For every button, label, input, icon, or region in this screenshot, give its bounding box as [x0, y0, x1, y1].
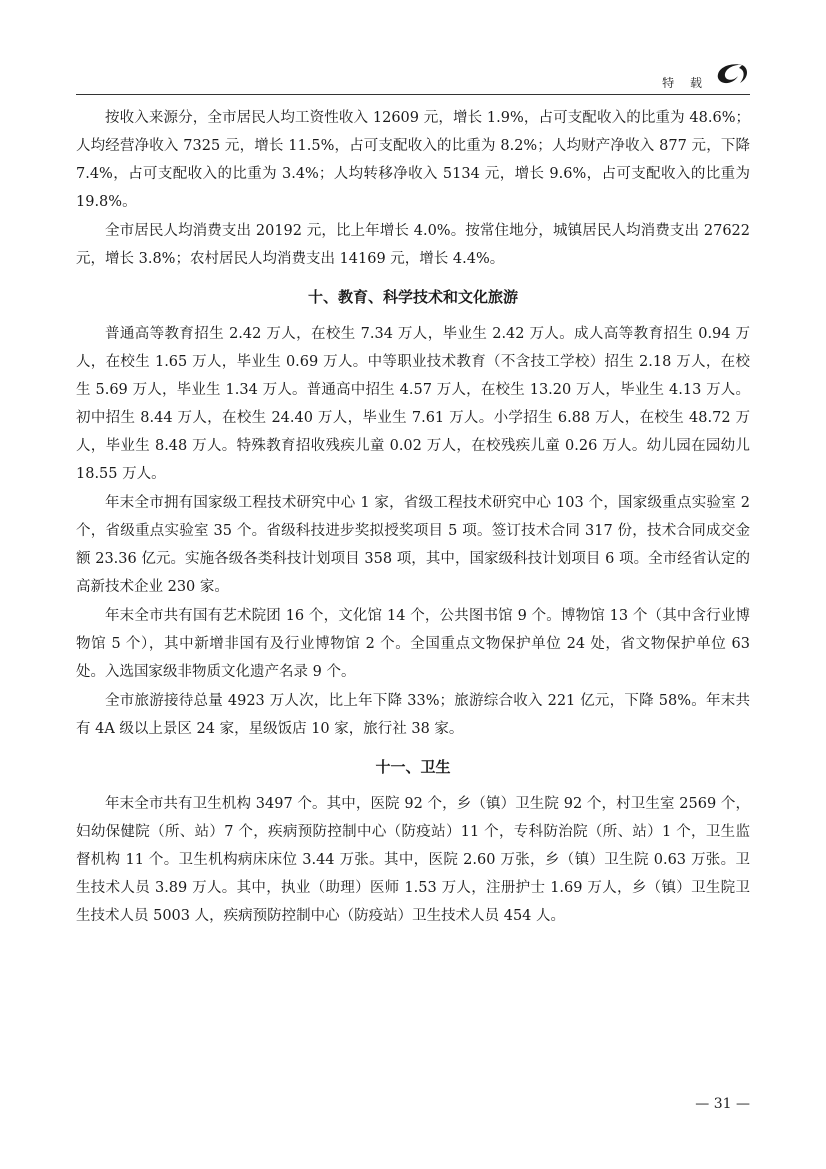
section-heading: 十一、卫生 — [375, 758, 451, 776]
section-education-science-culture — [76, 283, 750, 743]
page-number: — 31 — — [695, 1096, 750, 1112]
paragraph: 年末全市共有卫生机构 3497 个。其中，医院 92 个，乡（镇）卫生院 92 个，村卫生室 2569 个，妇幼保健院（所、站）7 个，疾病预防控制中心（防疫站）11 个，专科防治院（所、站）1 个，卫生监督机构 11 个。卫生机构病床床位 3.44 万张。其中，医院 2.60 万张，乡（镇）卫生院 0.63 万张。卫生技术人员 3.89 万人。其中，执业（助理）医师 1.53 万人，注册护士 1.69 万人，乡（镇）卫生院卫生技术人员 5003 人，疾病预防控制中心（防疫站）卫生技术人员 454 人。 — [76, 796, 750, 924]
swirl-logo-icon — [712, 60, 750, 88]
header-rule — [76, 94, 750, 95]
paragraph: 年末全市共有国有艺术院团 16 个，文化馆 14 个，公共图书馆 9 个。博物馆 13 个（其中含行业博物馆 5 个），其中新增非国有及行业博物馆 2 个。全国重点文物保护单位 24 处，省文物保护单位 63 处。入选国家级非物质文化遗产名录 9 个。 — [76, 608, 750, 680]
section-heading: 十、教育、科学技术和文化旅游 — [307, 288, 518, 306]
section-health — [76, 753, 750, 930]
paragraph: 年末全市拥有国家级工程技术研究中心 1 家，省级工程技术研究中心 103 个，国家级重点实验室 2 个，省级重点实验室 35 个。省级科技进步奖拟授奖项目 5 项。签订技术合同 317 份，技术合同成交金额 23.36 亿元。实施各级各类科技计划项目 358 项，其中，国家级科技计划项目 6 项。全市经省认定的高新技术企业 230 家。 — [76, 495, 750, 595]
paragraph: 普通高等教育招生 2.42 万人，在校生 7.34 万人，毕业生 2.42 万人。成人高等教育招生 0.94 万人，在校生 1.65 万人，毕业生 0.69 万人。中等职业技术教育（不含技工学校）招生 2.18 万人，在校生 5.69 万人，毕业生 1.34 万人。普通高中招生 4.57 万人，在校生 13.20 万人，毕业生 4.13 万人。初中招生 8.44 万人，在校生 24.40 万人，毕业生 7.61 万人。小学招生 6.88 万人，在校生 48.72 万人，毕业生 8.48 万人。特殊教育招收残疾儿童 0.02 万人，在校残疾儿童 0.26 万人。幼儿园在园幼儿 18.55 万人。 — [76, 326, 750, 482]
paragraph: 按收入来源分，全市居民人均工资性收入 12609 元，增长 1.9%，占可支配收入的比重为 48.6%；人均经营净收入 7325 元，增长 11.5%，占可支配收入的比重为 8.2%；人均财产净收入 877 元，下降 7.4%，占可支配收入的比重为 3.4%；人均转移净收入 5134 元，增长 9.6%，占可支配收入的比重为 19.8%。 — [76, 110, 750, 210]
section-income — [76, 104, 750, 273]
paragraph: 全市旅游接待总量 4923 万人次，比上年下降 33%；旅游综合收入 221 亿元，下降 58%。年末共有 4A 级以上景区 24 家，星级饭店 10 家，旅行社 38 家。 — [76, 693, 750, 737]
header-section-label: 特 载 — [662, 76, 708, 90]
document-body — [76, 104, 750, 931]
running-header — [76, 54, 750, 94]
paragraph: 全市居民人均消费支出 20192 元，比上年增长 4.0%。按常住地分，城镇居民人均消费支出 27622 元，增长 3.8%；农村居民人均消费支出 14169 元，增长 4.4%。 — [76, 223, 750, 267]
